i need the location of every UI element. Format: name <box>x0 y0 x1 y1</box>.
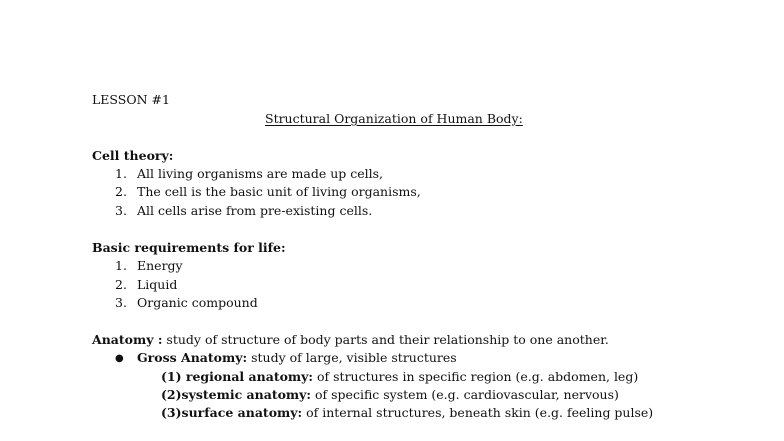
list-number: 1. <box>115 258 127 273</box>
list-text: Energy <box>137 258 183 273</box>
requirements-heading: Basic requirements for life: <box>92 240 286 255</box>
requirements-item <box>115 294 258 312</box>
list-text: The cell is the basic unit of living organisms, <box>137 184 421 199</box>
requirements-item <box>115 276 177 294</box>
list-text: All living organisms are made up cells, <box>137 166 384 181</box>
list-text: Liquid <box>137 277 178 292</box>
subtype-definition: of specific system (e.g. cardiovascular, nervous) <box>311 387 619 402</box>
subtype-definition: of internal structures, beneath skin (e.g. feeling pulse) <box>302 405 654 420</box>
cell-theory-heading: Cell theory: <box>92 148 174 163</box>
subtype-definition: of structures in specific region (e.g. abdomen, leg) <box>313 369 639 384</box>
list-text: Organic compound <box>137 295 258 310</box>
gross-anatomy-line <box>115 349 457 368</box>
page-title: Structural Organization of Human Body: <box>265 111 523 126</box>
anatomy-subtype <box>161 368 638 386</box>
list-number: 2. <box>115 277 127 292</box>
bullet-icon: ● <box>115 353 124 364</box>
cell-theory-item <box>115 165 383 183</box>
lesson-label: LESSON #1 <box>92 92 170 107</box>
anatomy-definition: study of structure of body parts and their relationship to one another. <box>162 332 609 347</box>
anatomy-line <box>92 331 609 349</box>
subtype-term: (1) regional anatomy: <box>161 369 314 384</box>
list-number: 3. <box>115 203 127 218</box>
list-number: 2. <box>115 184 127 199</box>
gross-anatomy-definition: study of large, visible structures <box>247 350 457 365</box>
anatomy-subtype <box>161 386 619 404</box>
cell-theory-item <box>115 202 372 220</box>
subtype-term: (2)systemic anatomy: <box>161 387 312 402</box>
list-number: 3. <box>115 295 127 310</box>
list-text: All cells arise from pre-existing cells. <box>137 203 373 218</box>
gross-anatomy-term: Gross Anatomy: <box>137 350 248 365</box>
cell-theory-item <box>115 183 421 201</box>
list-number: 1. <box>115 166 127 181</box>
subtype-term: (3)surface anatomy: <box>161 405 303 420</box>
requirements-item <box>115 257 183 275</box>
anatomy-subtype <box>161 404 653 422</box>
anatomy-term: Anatomy : <box>92 332 163 347</box>
